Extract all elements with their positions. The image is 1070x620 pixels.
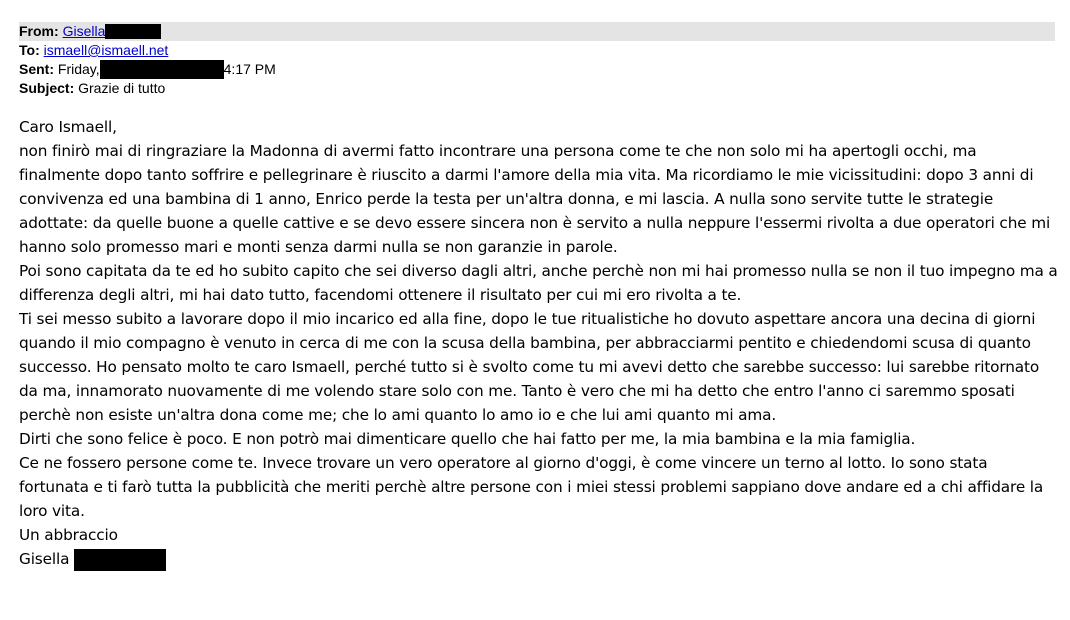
to-label: To:	[19, 42, 40, 58]
from-row	[19, 22, 1055, 41]
sent-row	[19, 60, 1055, 79]
to-address-link[interactable]: ismaell@ismaell.net	[43, 42, 169, 58]
sent-day: Friday,	[57, 61, 100, 77]
subject-text: Grazie di tutto	[78, 80, 166, 96]
signature-name: Gisella	[19, 550, 70, 568]
subject-label: Subject:	[19, 80, 75, 96]
email-header	[19, 22, 1055, 98]
from-label: From:	[19, 23, 59, 39]
body-paragraph: Ti sei messo subito a lavorare dopo il mio incarico ed alla fine, dopo le tue ritualistiche ho dovuto aspettare ancora una decina di giorni quando il mio compagno è venuto in cerca di me con la scusa della bambina, per abbracciarmi pentito e chiedendomi scusa di quanto successo. Ho pensato molto te caro Ismaell, perché tutto si è svolto come tu mi avevi detto che sarebbe successo: lui sarebbe ritornato da ma, innamorato nuovamente di me volendo stare solo con me. Tanto è vero che mi ha detto che entro l'anno ci saremmo sposati perchè non esiste un'altra dona come me; che lo ami quanto lo amo io e che lui ami quanto mi ama.	[19, 310, 1040, 424]
redaction-bar	[74, 549, 166, 571]
body-paragraph: non finirò mai di ringraziare la Madonna di avermi fatto incontrare una persona come te che non solo mi ha apertogli occhi, ma finalmente dopo tanto soffrire e pellegrinare è riuscito a darmi l'amore della mia vita. Ma ricordiamo le mie vicissitudini: dopo 3 anni di convivenza ed una bambina di 1 anno, Enrico perde la testa per un'altra donna, e mi lascia. A nulla sono servite tutte le strategie adottate: da quelle buone a quelle cattive e se devo essere sincera non è servito a nulla neppure l'essermi rivolta a due operatori che mi hanno solo promesso mari e monti senza darmi nulla se non garanzie in parole.	[19, 142, 1051, 256]
greeting: Caro Ismaell,	[19, 118, 117, 136]
body-paragraph: Poi sono capitata da te ed ho subito capito che sei diverso dagli altri, anche perchè non mi hai promesso nulla se non il tuo impegno ma a differenza degli altri, mi hai dato tutto, facendomi ottenere il risultato per cui mi ero rivolta a te.	[19, 262, 1058, 304]
signature-line	[19, 547, 1059, 571]
sent-time: 4:17 PM	[223, 61, 276, 77]
redaction-bar	[100, 60, 224, 79]
to-row	[19, 41, 1055, 60]
email-body	[19, 115, 1059, 571]
redaction-bar	[105, 24, 161, 39]
sent-label: Sent:	[19, 61, 54, 77]
body-paragraph: Dirti che sono felice è poco. E non potrò mai dimenticare quello che hai fatto per me, la mia bambina e la mia famiglia.	[19, 430, 916, 448]
closing: Un abbraccio	[19, 526, 118, 544]
from-sender-link[interactable]: Gisella	[62, 23, 106, 39]
body-paragraph: Ce ne fossero persone come te. Invece trovare un vero operatore al giorno d'oggi, è come vincere un terno al lotto. Io sono stata fortunata e ti farò tutta la pubblicità che meriti perchè altre persone con i miei stessi problemi sappiano dove andare ed a chi affidare la loro vita.	[19, 454, 1044, 520]
subject-row	[19, 79, 1055, 98]
